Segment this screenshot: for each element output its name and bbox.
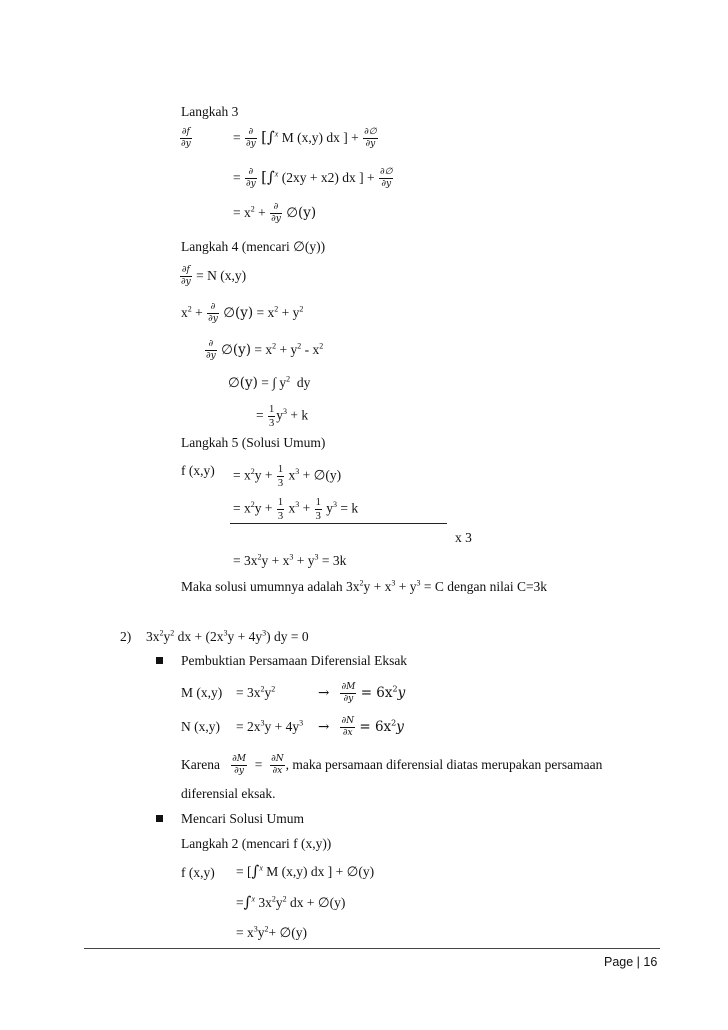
step5-title: Langkah 5 (Solusi Umum) [181,435,326,450]
step3-line1 [179,128,193,150]
problem-2-equation: $3x^2y^2$ dx + $(2x^3y + 4y^3)$ dy = 0 [146,628,309,644]
partial-dy-fraction: $\frac{\partial}{\partial y}$ [246,167,256,190]
step4-line5: = $\frac{1}{3}$ $y^3 + k$ [256,404,309,430]
page-number: Page | 16 [604,955,658,969]
general-step2-title: Langkah 2 (mencari f (x,y)) [181,836,332,851]
dm-dy-fraction: $\frac{\partial M}{\partial y}$ [232,754,246,777]
multiplication-rule [230,523,447,524]
df-dy-fraction: $\frac{\partial f}{\partial y}$ [181,127,191,150]
bullet-icon [156,657,163,664]
proof-title: Pembuktian Persamaan Diferensial Eksak [181,653,408,668]
m-definition: = $3x^2y^2$ [236,684,276,700]
n-label: N (x,y) [181,719,220,734]
problem-2-number: 2) [120,629,132,644]
n-derivative: → $\frac{\partial N}{\partial x}$ = $6x^2y$ [318,716,404,739]
step5-line1: f (x,y) [181,463,215,478]
step4-line3: $\frac{\partial}{\partial y}$ ∅(y) = $x^2 + y^2 - x^2$ [206,339,324,362]
one-third-fraction: $\frac{1}{3}$ [315,497,321,523]
dphi-dy-fraction: $\frac{\partial\emptyset}{\partial y}$ [364,127,377,150]
general-line1-rhs: = [∫$^x$ M (x,y) dx ] + ∅(y) [236,862,375,880]
footer-divider [84,948,660,949]
dm-dy-fraction: $\frac{\partial M}{\partial y}$ [341,682,356,705]
step4-title: Langkah 4 (mencari ∅(y)) [181,239,326,254]
general-line2: =∫$^x$ $3x^2y^2$ dx + ∅(y) [236,893,346,911]
step3-eq1: = $\frac{\partial}{\partial y}$ [∫$^x$ M (x,y) dx ] + $\frac{\partial\emptyset}{\partial y}$ [233,127,377,150]
step5-line1-rhs: = $x^2y$ + $\frac{1}{3}$ $x^3$ + ∅(y) [233,464,342,490]
step5-conclusion: Maka solusi umumnya adalah $3x^2y + x^3 + y^3 = C$ dengan nilai C=3k [181,578,548,594]
one-third-fraction: $\frac{1}{3}$ [277,497,284,523]
arrow-right-icon: → [318,685,330,702]
step3-eq2: = $\frac{\partial}{\partial y}$ [∫$^x$ (2xy + x2) dx ] + $\frac{\partial\emptyset}{\partial y}$ [233,167,393,190]
partial-dy-fraction: $\frac{\partial}{\partial y}$ [271,202,281,225]
arrow-right-icon: → [318,719,330,736]
dn-dx-fraction: $\frac{\partial N}{\partial x}$ [271,754,284,777]
partial-dy-fraction: $\frac{\partial}{\partial y}$ [208,302,218,325]
m-derivative: → $\frac{\partial M}{\partial y}$ = $6x^2y$ [318,682,406,705]
general-line3: = $x^3y^2+$ ∅(y) [236,924,307,940]
one-third-fraction: $\frac{1}{3}$ [277,464,284,490]
one-third-fraction: $\frac{1}{3}$ [269,404,275,430]
general-line1-lhs: f (x,y) [181,865,215,880]
multiply-by-3: x 3 [455,530,472,545]
because-line-2: diferensial eksak. [181,786,276,801]
step4-line1: $\frac{\partial f}{\partial y}$ = N (x,y) [181,265,247,288]
general-title: Mencari Solusi Umum [181,811,304,826]
dn-dx-fraction: $\frac{\partial N}{\partial x}$ [341,716,354,739]
partial-dy-fraction: $\frac{\partial}{\partial y}$ [206,339,216,362]
m-label: M (x,y) [181,685,223,700]
partial-dy-fraction: $\frac{\partial}{\partial y}$ [246,127,256,150]
n-definition: = $2x^3y + 4y^3$ [236,718,304,734]
step3-eq3: = $x^2$ + $\frac{\partial}{\partial y}$ ∅(y) [233,202,317,225]
dphi-dy-fraction: $\frac{\partial\emptyset}{\partial y}$ [379,167,393,190]
step4-line4: ∅(y) = ∫ $y^2$ dy [228,374,311,391]
bullet-icon [156,815,163,822]
df-dy-fraction: $\frac{\partial f}{\partial y}$ [181,265,191,288]
step5-line2: = $x^2y$ + $\frac{1}{3}$ $x^3$ + $\frac{1}{3}$ $y^3 = k$ [233,497,359,523]
step3-title: Langkah 3 [181,104,239,119]
step4-line2: $x^2$ + $\frac{\partial}{\partial y}$ ∅(y) = $x^2 + y^2$ [181,302,304,325]
step5-line3: = $3x^2y + x^3 + y^3 = 3k$ [233,552,347,568]
because-line: Karena $\frac{\partial M}{\partial y}$ = $\frac{\partial N}{\partial x}$ , maka persamaan diferensial diatas merupakan persamaan [181,754,603,777]
